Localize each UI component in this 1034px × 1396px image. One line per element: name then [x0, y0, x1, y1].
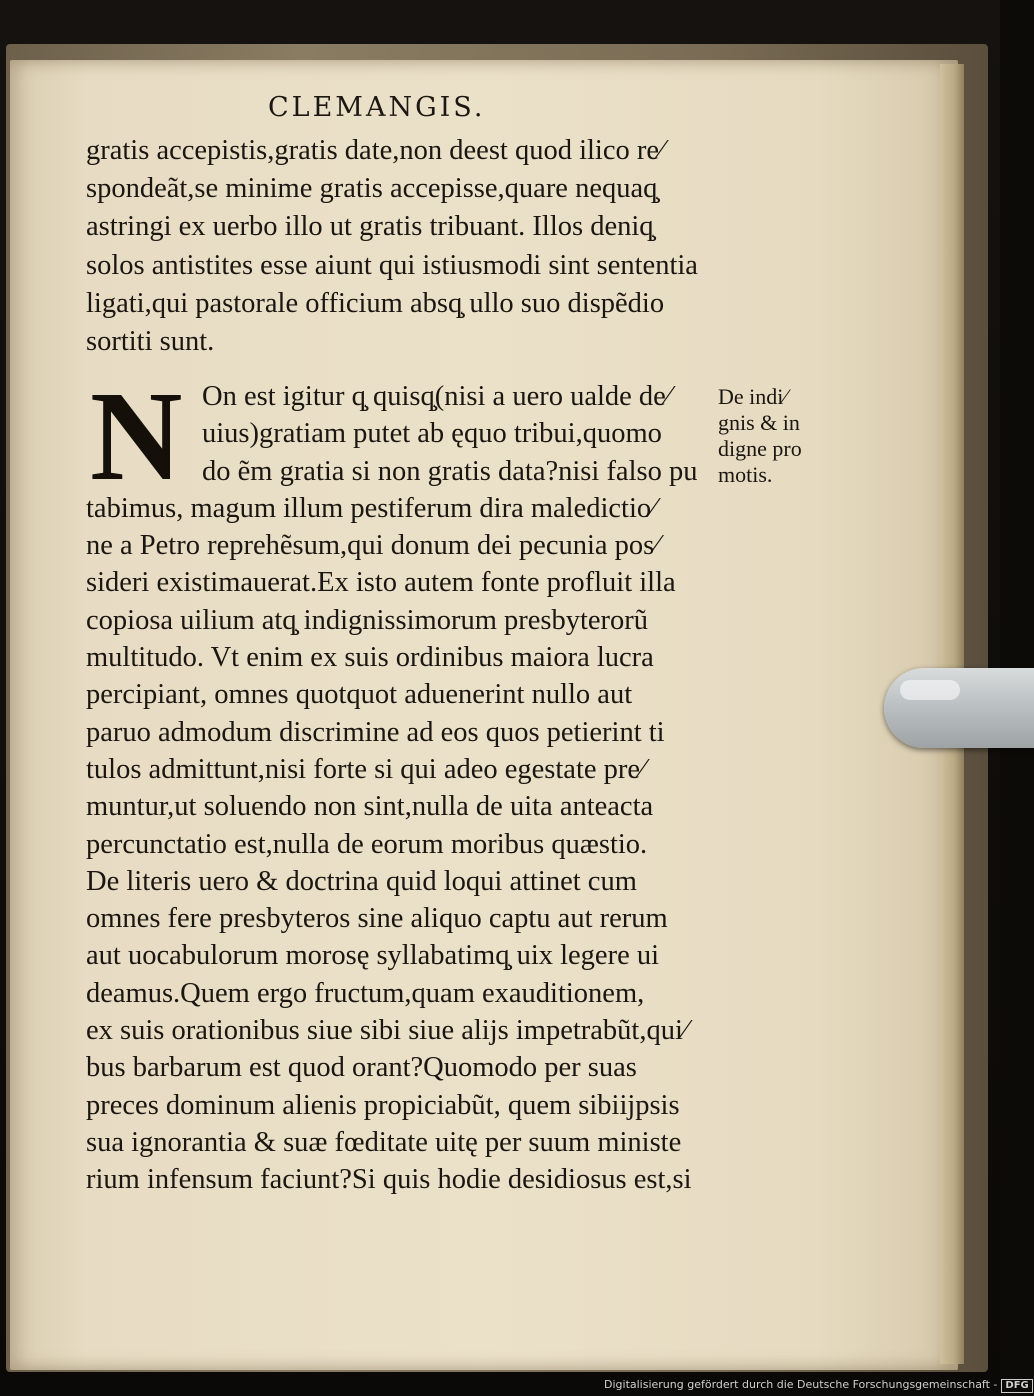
text-line: rium infensum faciunt?Si quis hodie desidiosus est,si — [86, 1164, 692, 1196]
margin-note-line: motis. — [718, 462, 773, 487]
margin-note-line: gnis & in — [718, 410, 800, 435]
dfg-logo: DFG — [1001, 1379, 1032, 1393]
text-line: astringi ex uerbo illo ut gratis tribuant. Illos deniq̧ — [86, 211, 654, 243]
text-line: On est igitur q̧ quisq̧(nisi a uero ualde de⁄ — [202, 381, 671, 412]
text-line: sortiti sunt. — [86, 325, 215, 357]
text-line: multitudo. Vt enim ex suis ordinibus maiora lucra — [86, 642, 654, 674]
text-line: do ẽm gratia si non gratis data?nisi falso pu — [202, 455, 698, 487]
marginal-note — [718, 384, 838, 488]
paragraph-2 — [86, 365, 726, 1199]
text-line: sideri existimauerat.Ex isto autem fonte profluit illa — [86, 567, 676, 599]
text-line: spondeãt,se minime gratis accepisse,quare nequaq̧ — [86, 173, 658, 205]
text-line: ne a Petro reprehẽsum,qui donum dei pecunia pos⁄ — [86, 530, 660, 562]
text-line: muntur,ut soluendo non sint,nulla de uita anteacta — [86, 791, 654, 823]
text-line: paruo admodum discrimine ad eos quos petierint ti — [86, 716, 665, 748]
drop-initial: N — [90, 365, 183, 507]
text-line: copiosa uilium atq̧ indignissimorum presbyterorũ — [86, 604, 649, 636]
text-line: aut uocabulorum morosę syllabatimq̧ uix legere ui — [86, 940, 660, 972]
page-clip-highlight — [900, 680, 960, 700]
footer-text: Digitalisierung gefördert durch die Deutsche Forschungsgemeinschaft - — [604, 1378, 998, 1391]
text-line: tulos admittunt,nisi forte si qui adeo egestate pre⁄ — [86, 753, 645, 785]
text-line: deamus.Quem ergo fructum,quam exauditionem, — [86, 977, 645, 1009]
margin-note-line: digne pro — [718, 436, 802, 461]
text-line: sua ignorantia & suæ fœditate uitę per suum ministe — [86, 1126, 682, 1158]
running-head: CLEMANGIS. — [268, 92, 486, 123]
digitization-footer — [604, 1378, 1033, 1393]
text-line: ligati,qui pastorale officium absq̧ ullo suo dispẽdio — [86, 287, 665, 319]
text-line: solos antistites esse aiunt qui istiusmodi sint sententia — [86, 249, 698, 281]
text-line: percipiant, omnes quotquot aduenerint nullo aut — [86, 679, 633, 711]
text-line: ex suis orationibus siue sibi siue alijs impetrabũt,qui⁄ — [86, 1015, 688, 1047]
text-line: De literis uero & doctrina quid loqui attinet cum — [86, 865, 637, 897]
paragraph-1 — [86, 132, 726, 361]
text-line: preces dominum alienis propiciabũt, quem sibiĳpsis — [86, 1089, 680, 1121]
text-line: uius)gratiam putet ab ęquo tribui,quomo — [202, 418, 662, 450]
text-line: bus barbarum est quod orant?Quomodo per suas — [86, 1052, 637, 1084]
text-line: tabimus, magum illum pestiferum dira maledictio⁄ — [86, 492, 656, 524]
text-line: gratis accepistis,gratis date,non deest quod ilico re⁄ — [86, 135, 664, 166]
margin-note-line: De indi⁄ — [718, 384, 788, 409]
text-line: omnes fere presbyteros sine aliquo captu aut rerum — [86, 903, 668, 935]
text-line: percunctatio est,nulla de eorum moribus quæstio. — [86, 828, 648, 860]
